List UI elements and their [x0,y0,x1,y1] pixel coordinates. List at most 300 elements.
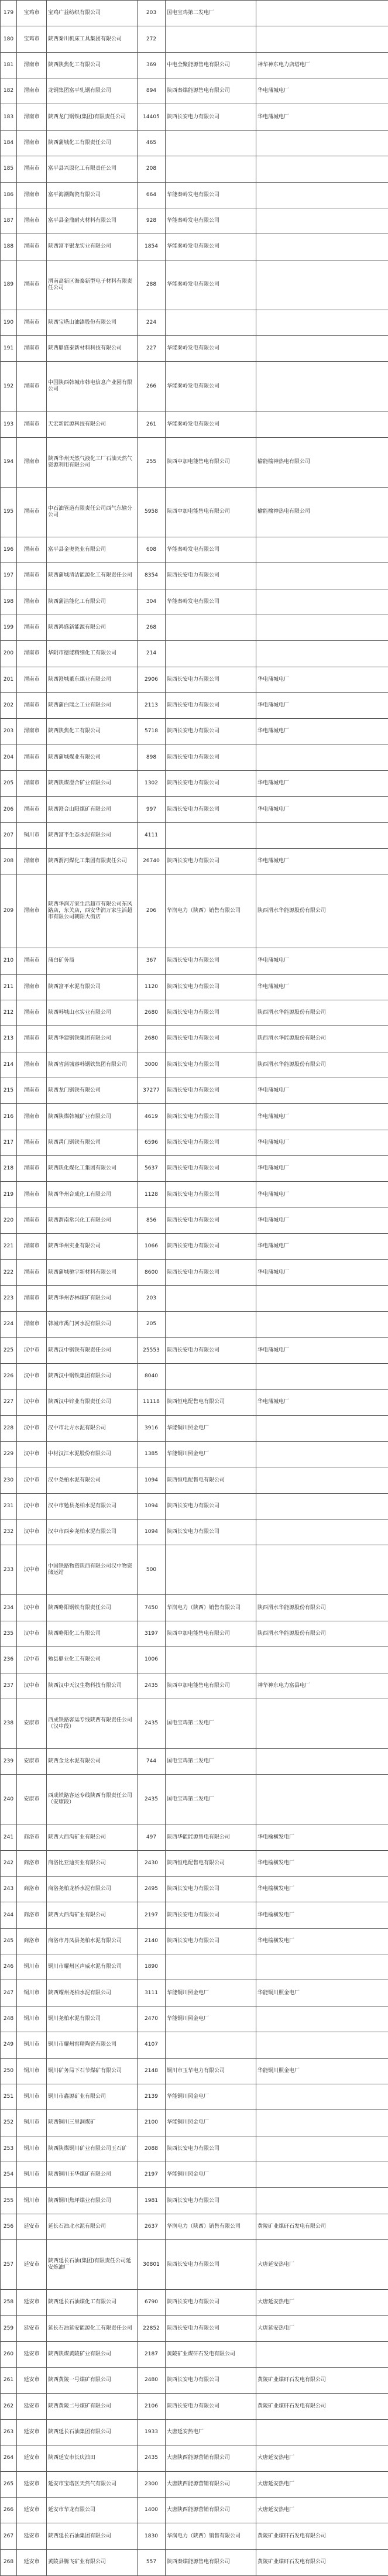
supplier-cell: 陕西长安电力有限公司 [166,1208,256,1233]
row-number-cell: 242 [1,1850,17,1876]
table-row [1,1647,388,1673]
supplier-cell [166,26,256,52]
table-row [1,2290,388,2316]
table-row [1,2341,388,2367]
supplier-secondary-cell [256,2084,388,2109]
supplier-secondary-cell: 华电蒲城电厂 [256,692,388,718]
supplier-cell: 陕西长安电力有限公司 [166,1052,256,1078]
row-number-cell: 235 [1,1621,17,1647]
volume-cell: 227 [138,335,166,361]
table-row [1,411,388,437]
row-number-cell: 181 [1,52,17,78]
table-row [1,130,388,156]
row-number-cell: 212 [1,1000,17,1025]
volume-cell: 37277 [138,1078,166,1103]
city-cell: 安康市 [17,1748,47,1774]
supplier-cell [166,1312,256,1337]
city-cell: 延安市 [17,2393,47,2419]
supplier-cell: 陕西长安电力有限公司 [166,1130,256,1155]
volume-cell: 203 [138,1285,166,1311]
row-number-cell: 246 [1,1954,17,1980]
supplier-cell: 陕西长安电力有限公司 [166,1337,256,1363]
table-row [1,589,388,615]
row-number-cell: 225 [1,1337,17,1363]
volume-cell: 894 [138,78,166,104]
city-cell: 渭南市 [17,1260,47,1285]
company-name-cell: 延长石油延安能源化工有限责任公司 [47,2316,138,2341]
city-cell: 延安市 [17,2497,47,2523]
supplier-secondary-cell: 华能铜川照金电厂 [256,1980,388,2006]
company-name-cell: 西成铁路客运专线陕西有限责任公司（安康段） [47,1775,138,1824]
city-cell: 渭南市 [17,335,47,361]
row-number-cell: 231 [1,1493,17,1519]
supplier-secondary-cell [256,1519,388,1545]
table-row [1,2240,388,2290]
volume-cell: 304 [138,589,166,615]
row-number-cell: 262 [1,2393,17,2419]
supplier-cell: 陕西长安电力有限公司 [166,1519,256,1545]
supplier-cell: 黄陵矿业煤矸石发电有限公司 [166,2341,256,2367]
supplier-secondary-cell: 榆能榆神热电有限公司 [256,487,388,537]
table-row [1,1595,388,1621]
supplier-secondary-cell [256,1415,388,1441]
supplier-cell [166,1647,256,1673]
supplier-cell: 陕西恒电配售电有限公司 [166,1467,256,1493]
supplier-secondary-cell: 陕西渭水华能源股份有限公司 [256,1052,388,1078]
city-cell: 渭南市 [17,1052,47,1078]
table-row [1,849,388,874]
volume-cell: 3111 [138,1980,166,2006]
company-name-cell: 中国陕西韩城市韩电信息产业园有限公司 [47,362,138,411]
table-row [1,1390,388,1415]
city-cell: 渭南市 [17,1312,47,1337]
supplier-cell: 陕西长安电力有限公司 [166,2290,256,2316]
supplier-secondary-cell [256,822,388,848]
supplier-cell: 国电宝鸡第二发电厂 [166,1699,256,1748]
supplier-secondary-cell: 华电蒲城电厂 [256,78,388,104]
supplier-cell: 陕西长安电力有限公司 [166,1928,256,1954]
city-cell: 宝鸡市 [17,1,47,26]
company-name-cell: 陕西延长石油集团有限公司 [47,2419,138,2445]
supplier-cell: 大唐陕西能源营销有限公司 [166,2497,256,2523]
supplier-cell: 华能秦岭发电有限公司 [166,208,256,234]
table-row [1,1850,388,1876]
supplier-cell: 陕西长安电力有限公司 [166,2316,256,2341]
city-cell: 渭南市 [17,1234,47,1260]
city-cell: 渭南市 [17,487,47,537]
table-row [1,1078,388,1103]
row-number-cell: 224 [1,1312,17,1337]
row-number-cell: 214 [1,1052,17,1078]
company-name-cell: 陕西汉中钢铁集团有限公司 [47,1363,138,1389]
row-number-cell: 223 [1,1285,17,1311]
table-row [1,1104,388,1130]
company-name-cell: 陕西宝塔山油漆股份有限公司 [47,310,138,335]
city-cell: 延安市 [17,2214,47,2239]
row-number-cell: 193 [1,411,17,437]
city-cell: 渭南市 [17,537,47,562]
volume-cell: 11118 [138,1390,166,1415]
company-name-cell: 陕西陕煤韩城矿业有限公司 [47,1104,138,1130]
city-cell: 渭南市 [17,156,47,182]
table-row [1,1824,388,1850]
supplier-secondary-cell: 华电蒲城电厂 [256,667,388,692]
table-row [1,2368,388,2393]
row-number-cell: 217 [1,1130,17,1155]
supplier-secondary-cell: 华电蒲城电厂 [256,1260,388,1285]
company-name-cell: 陕西蒲白瑞之工业有限公司 [47,692,138,718]
company-name-cell: 陕西陕焦化工有限公司 [47,719,138,745]
supplier-secondary-cell: 大唐延安热电厂 [256,2290,388,2316]
volume-cell: 208 [138,156,166,182]
volume-cell: 4111 [138,822,166,848]
table-row [1,1699,388,1748]
company-name-cell: 陕西省蒲城睿韩钢铁集团有限公司 [47,1052,138,1078]
city-cell: 延安市 [17,2419,47,2445]
row-number-cell: 227 [1,1390,17,1415]
row-number-cell: 261 [1,2368,17,2393]
supplier-cell: 陕西长安电力有限公司 [166,745,256,770]
company-name-cell: 陕西龙门钢铁(集团)有限责任公司 [47,104,138,130]
supplier-secondary-cell: 大唐延安热电厂 [256,2316,388,2341]
supplier-secondary-cell: 大唐延安热电厂 [256,2497,388,2523]
table-row [1,335,388,361]
volume-cell: 1094 [138,1493,166,1519]
supplier-secondary-cell [256,234,388,260]
supplier-secondary-cell: 华电榆横发电厂 [256,1877,388,1902]
table-row [1,1442,388,1467]
supplier-secondary-cell: 华电蒲城电厂 [256,974,388,1000]
row-number-cell: 201 [1,667,17,692]
volume-cell: 8354 [138,563,166,589]
city-cell: 渭南市 [17,948,47,974]
volume-cell: 2680 [138,1026,166,1052]
company-name-cell: 陕西龙门钢铁有限公司 [47,1078,138,1103]
supplier-cell: 陕西长安电力有限公司 [166,692,256,718]
row-number-cell: 222 [1,1260,17,1285]
company-name-cell: 陕西铜川玉华煤矿有限公司 [47,2162,138,2188]
table-row [1,1260,388,1285]
row-number-cell: 226 [1,1363,17,1389]
supplier-cell: 陕西长安电力有限公司 [166,974,256,1000]
table-row [1,974,388,1000]
city-cell: 铜川市 [17,822,47,848]
table-row [1,2549,388,2575]
row-number-cell: 210 [1,948,17,974]
table-row [1,310,388,335]
supplier-cell: 陕西恒电配售电有限公司 [166,1390,256,1415]
supplier-secondary-cell [256,1954,388,1980]
supplier-cell: 陕西长安电力有限公司 [166,1078,256,1103]
row-number-cell: 249 [1,2032,17,2058]
city-cell: 汉中市 [17,1595,47,1621]
supplier-secondary-cell [256,589,388,615]
supplier-cell: 陕西长安电力有限公司 [166,849,256,874]
company-name-cell: 陕西澄城董东煤业有限公司 [47,667,138,692]
supplier-secondary-cell [256,615,388,640]
company-name-cell: 陕西大西沟矿业有限公司 [47,1824,138,1850]
supplier-cell: 陕西长安电力有限公司 [166,667,256,692]
company-name-cell: 勉县鼎业化工有限公司 [47,1647,138,1673]
company-name-cell: 西成铁路客运专线陕西有限责任公司（汉中段） [47,1699,138,1748]
table-row [1,1337,388,1363]
volume-cell: 2100 [138,2110,166,2136]
city-cell: 渭南市 [17,234,47,260]
row-number-cell: 245 [1,1928,17,1954]
row-number-cell: 202 [1,692,17,718]
company-name-cell: 陕西秦川机床工具集团有限公司 [47,26,138,52]
table-row [1,874,388,948]
city-cell: 渭南市 [17,78,47,104]
company-name-cell: 富平县兴原化工有限责任公司 [47,156,138,182]
company-name-cell: 华阴市德能精细化工有限公司 [47,641,138,667]
supplier-cell: 华能铜川照金电厂 [166,1980,256,2006]
supplier-cell: 华能铜川照金电厂 [166,2110,256,2136]
supplier-cell: 国电宝鸡第二发电厂 [166,1775,256,1824]
supplier-cell: 华能秦岭发电有限公司 [166,589,256,615]
city-cell: 铜川市 [17,2162,47,2188]
volume-cell: 214 [138,641,166,667]
supplier-cell: 中电全聚能源售电有限公司 [166,52,256,78]
supplier-cell [166,156,256,182]
table-row [1,1545,388,1595]
supplier-cell: 陕西长安电力有限公司 [166,2240,256,2290]
supplier-cell: 陕西长安电力有限公司 [166,1104,256,1130]
table-row [1,797,388,822]
company-name-cell: 陕西铜川焦坪煤业有限公司 [47,2188,138,2214]
company-name-cell: 陕西金龙水泥有限公司 [47,1748,138,1774]
table-row [1,1208,388,1233]
supplier-secondary-cell: 大唐延安热电厂 [256,2240,388,2290]
city-cell: 安康市 [17,1699,47,1748]
supplier-secondary-cell: 华电榆横发电厂 [256,1850,388,1876]
company-name-cell: 陕西延安市长庆油田 [47,2445,138,2471]
row-number-cell: 205 [1,771,17,797]
table-row [1,719,388,745]
supplier-cell: 陕西中加电能售电有限公司 [166,1621,256,1647]
volume-cell: 997 [138,797,166,822]
city-cell: 汉中市 [17,1519,47,1545]
supplier-cell: 大唐陕西能源营销有限公司 [166,2445,256,2471]
city-cell: 汉中市 [17,1363,47,1389]
city-cell: 渭南市 [17,1078,47,1103]
supplier-cell: 国电宝鸡第二发电厂 [166,1748,256,1774]
supplier-secondary-cell [256,1467,388,1493]
supplier-cell: 华能秦岭发电有限公司 [166,335,256,361]
table-row [1,234,388,260]
volume-cell: 1128 [138,1182,166,1208]
city-cell: 渭南市 [17,719,47,745]
supplier-secondary-cell: 华能铜川照金电厂 [256,2058,388,2084]
volume-cell: 2435 [138,1673,166,1699]
company-name-cell: 渭南高新区海泰新型电子材料有限责任公司 [47,260,138,310]
city-cell: 安康市 [17,1775,47,1824]
row-number-cell: 206 [1,797,17,822]
table-row [1,692,388,718]
row-number-cell: 229 [1,1442,17,1467]
volume-cell: 205 [138,1312,166,1337]
volume-cell: 367 [138,948,166,974]
supplier-secondary-cell: 华电蒲城电厂 [256,849,388,874]
table-row [1,2419,388,2445]
row-number-cell: 230 [1,1467,17,1493]
supplier-cell: 华能铜川照金电厂 [166,2162,256,2188]
city-cell: 汉中市 [17,1442,47,1467]
volume-cell: 266 [138,362,166,411]
company-name-cell: 陕西富平生态水泥有限公司 [47,822,138,848]
table-row [1,362,388,411]
company-name-cell: 宝鸡广益纺织有限公司 [47,1,138,26]
row-number-cell: 192 [1,362,17,411]
company-name-cell: 陕西陕煤黄陵矿业有限公司 [47,2341,138,2367]
company-name-cell: 陕西鼎盛泰新材料科技有限公司 [47,335,138,361]
row-number-cell: 264 [1,2445,17,2471]
company-name-cell: 延安市宝塔区天然气有限公司 [47,2471,138,2497]
row-number-cell: 196 [1,537,17,562]
volume-cell: 928 [138,208,166,234]
table-row [1,52,388,78]
supplier-cell [166,1363,256,1389]
supplier-cell: 华润电力（陕西）销售有限公司 [166,2523,256,2549]
table-row [1,26,388,52]
volume-cell: 3197 [138,1621,166,1647]
table-row [1,1621,388,1647]
city-cell: 渭南市 [17,692,47,718]
supplier-cell: 华能秦岭发电有限公司 [166,411,256,437]
supplier-cell: 陕西长安电力有限公司 [166,1182,256,1208]
city-cell: 渭南市 [17,52,47,78]
supplier-secondary-cell: 华电蒲城电厂 [256,771,388,797]
city-cell: 商洛市 [17,1824,47,1850]
row-number-cell: 194 [1,437,17,487]
volume-cell: 268 [138,615,166,640]
supplier-secondary-cell: 华电蒲城电厂 [256,1104,388,1130]
supplier-secondary-cell: 陕西渭水华能源股份有限公司 [256,1000,388,1025]
volume-cell: 14405 [138,104,166,130]
supplier-cell: 陕西长安电力有限公司 [166,2136,256,2162]
supplier-cell: 陕西恒电配售电有限公司 [166,1850,256,1876]
supplier-secondary-cell: 华电蒲城电厂 [256,1337,388,1363]
supplier-cell: 陕西长安电力有限公司 [166,1260,256,1285]
table-row [1,437,388,487]
supplier-cell: 大唐延安热电厂 [166,2419,256,2445]
supplier-cell: 华能铜川照金电厂 [166,1442,256,1467]
table-row [1,537,388,562]
volume-cell: 5958 [138,487,166,537]
company-name-cell: 陕西华建钢铁集团有限公司 [47,1026,138,1052]
supplier-cell: 陕西长安电力有限公司 [166,1234,256,1260]
row-number-cell: 179 [1,1,17,26]
table-row [1,1980,388,2006]
supplier-cell: 华润电力（陕西）销售有限公司 [166,874,256,948]
row-number-cell: 199 [1,615,17,640]
volume-cell: 608 [138,537,166,562]
supplier-secondary-cell: 华电蒲城电厂 [256,1390,388,1415]
city-cell: 汉中市 [17,1337,47,1363]
table-row [1,1902,388,1928]
supplier-secondary-cell: 陕西渭水华能源股份有限公司 [256,1595,388,1621]
supplier-cell [166,1545,256,1595]
table-row [1,2523,388,2549]
volume-cell: 2470 [138,2006,166,2032]
supplier-cell: 华能秦岭发电有限公司 [166,234,256,260]
supplier-secondary-cell: 黄陵矿业煤矸石发电有限公司 [256,2368,388,2393]
supplier-secondary-cell [256,362,388,411]
volume-cell: 7450 [138,1595,166,1621]
supplier-secondary-cell: 榆能榆神热电有限公司 [256,437,388,487]
supplier-secondary-cell [256,130,388,156]
row-number-cell: 190 [1,310,17,335]
company-name-cell: 陕西华润万家生活超市有限公司东风路店，东关店，西安华润万家生活超市有限公司朝阳大街店 [47,874,138,948]
supplier-secondary-cell [256,2006,388,2032]
volume-cell: 1400 [138,2497,166,2523]
supplier-cell [166,310,256,335]
table-row [1,822,388,848]
company-name-cell: 富平县金奥瓷业有限公司 [47,537,138,562]
table-row [1,745,388,770]
row-number-cell: 233 [1,1545,17,1595]
supplier-cell: 华能秦岭发电有限公司 [166,260,256,310]
supplier-secondary-cell [256,1647,388,1673]
supplier-secondary-cell [256,1442,388,1467]
supplier-secondary-cell [256,26,388,52]
table-row [1,487,388,537]
city-cell: 渭南市 [17,745,47,770]
row-number-cell: 238 [1,1699,17,1748]
row-number-cell: 183 [1,104,17,130]
company-name-cell: 韩城市禹门河水泥有限公司 [47,1312,138,1337]
row-number-cell: 186 [1,182,17,208]
volume-cell: 2906 [138,667,166,692]
city-cell: 渭南市 [17,1130,47,1155]
city-cell: 渭南市 [17,1285,47,1311]
volume-cell: 2495 [138,1877,166,1902]
table-row [1,2497,388,2523]
volume-cell: 369 [138,52,166,78]
city-cell: 渭南市 [17,771,47,797]
row-number-cell: 239 [1,1748,17,1774]
row-number-cell: 198 [1,589,17,615]
company-name-cell: 陕西耀州尧柏水泥有限公司 [47,1980,138,2006]
company-name-cell: 天宏新能源科技有限公司 [47,411,138,437]
company-name-cell: 铜川尧柏水泥有限公司 [47,2006,138,2032]
company-name-cell: 铜川市耀州窑精陶瓷有限公司 [47,2032,138,2058]
row-number-cell: 188 [1,234,17,260]
supplier-cell [166,1285,256,1311]
table-row [1,1928,388,1954]
supplier-cell [166,130,256,156]
city-cell: 铜川市 [17,2110,47,2136]
row-number-cell: 180 [1,26,17,52]
supplier-cell: 国电宝鸡第二发电厂 [166,1,256,26]
row-number-cell: 218 [1,1156,17,1182]
supplier-secondary-cell: 华电蒲城电厂 [256,1130,388,1155]
city-cell: 铜川市 [17,2084,47,2109]
row-number-cell: 236 [1,1647,17,1673]
city-cell: 渭南市 [17,563,47,589]
company-name-cell: 商洛市丹凤县尧柏水泥有限公司 [47,1928,138,1954]
supplier-secondary-cell [256,2162,388,2188]
company-name-cell: 富平县金鼎耐火材料有限公司 [47,208,138,234]
supplier-secondary-cell: 陕西渭水华能源股份有限公司 [256,1026,388,1052]
supplier-secondary-cell: 陕西渭水华能源股份有限公司 [256,874,388,948]
table-row [1,1954,388,1980]
supplier-cell: 陕西长安电力有限公司 [166,2393,256,2419]
supplier-cell: 华润电力（陕西）销售有限公司 [166,1595,256,1621]
city-cell: 渭南市 [17,362,47,411]
company-name-cell: 陕西渭南常兴化工有限公司 [47,1208,138,1233]
city-cell: 渭南市 [17,874,47,948]
